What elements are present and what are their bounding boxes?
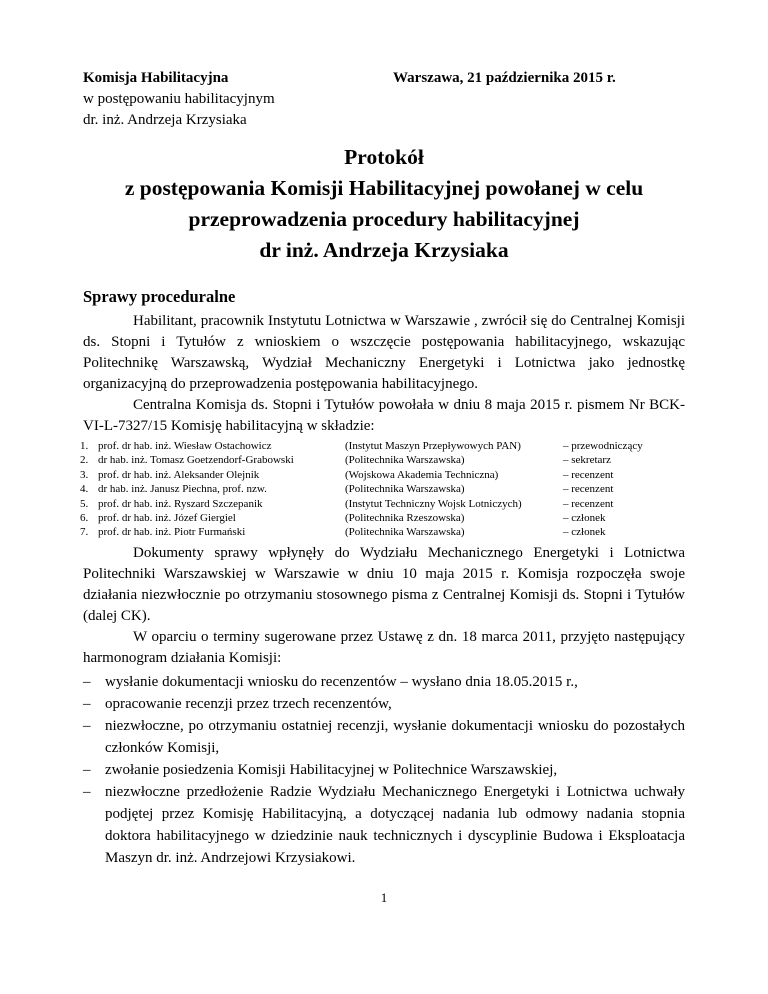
member-num: 1. — [80, 440, 89, 452]
schedule-list — [83, 671, 685, 869]
member-role: – przewodniczący — [563, 440, 643, 452]
page-number: 1 — [380, 890, 388, 905]
paragraph-commission-appointed: Centralna Komisja ds. Stopni i Tytułów powołała w dniu 8 maja 2015 r. pismem Nr BCK-VI-L-7327/15 Komisję habilitacyjną w składzie: — [83, 397, 685, 434]
member-name: prof. dr hab. inż. Wiesław Ostachowicz — [98, 440, 272, 452]
committee-line-3: dr. inż. Andrzeja Krzysiaka — [83, 112, 247, 128]
member-institution: (Wojskowa Akademia Techniczna) — [345, 468, 499, 481]
member-row — [80, 525, 643, 539]
document-title — [83, 142, 685, 266]
list-item-text: niezwłoczne, po otrzymaniu ostatniej recenzji, wysłanie dokumentacji wniosku do pozostałych członków Komisji, — [105, 717, 685, 756]
list-item-text: zwołanie posiedzenia Komisji Habilitacyjnej w Politechnice Warszawskiej, — [105, 761, 558, 778]
list-item — [83, 671, 685, 693]
list-item — [83, 759, 685, 781]
member-role: – recenzent — [563, 483, 614, 496]
list-item — [83, 693, 685, 715]
member-institution: (Instytut Techniczny Wojsk Lotniczych) — [345, 497, 522, 510]
member-num: 5. — [80, 497, 89, 510]
member-role: – recenzent — [563, 468, 614, 481]
dash-marker: – — [83, 783, 91, 800]
list-item-text: niezwłoczne przedłożenie Radzie Wydziału Mechanicznego Energetyki i Lotnictwa uchwały podjętej przez Komisję Habilitacyjną, a dotyczącej nadania lub odmowy nadania stopnia doktora habilitacyjnego w dziedzinie nauk technicznych i dyscyplinie Budowa i Eksploatacja Maszyn dr. inż. Andrzejowi Krzysiakowi. — [105, 783, 685, 866]
member-name: dr hab. inż. Janusz Piechna, prof. nzw. — [98, 483, 267, 496]
place-date: Warszawa, 21 października 2015 r. — [393, 70, 616, 86]
list-item — [83, 781, 685, 869]
member-row — [80, 439, 643, 453]
member-name: prof. dr hab. inż. Aleksander Olejnik — [98, 468, 260, 481]
member-row — [80, 468, 643, 482]
dash-marker: – — [83, 717, 91, 734]
member-num: 6. — [80, 512, 89, 525]
member-role: – członek — [563, 512, 606, 525]
document-page — [80, 68, 685, 869]
member-num: 7. — [80, 526, 89, 539]
member-role: – sekretarz — [563, 454, 611, 467]
paragraph-habilitant: Habilitant, pracownik Instytutu Lotnictwa w Warszawie , zwrócił się do Centralnej Komisji ds. Stopni i Tytułów z wnioskiem o wszczęcie postępowania habilitacyjnego, wskazując Politechnikę Warszawską, Wydział Mechaniczny Energetyki i Lotnictwa jako jednostkę organizacyjną do przeprowadzenia postępowania habilitacyjnego. — [83, 313, 685, 392]
committee-name: Komisja Habilitacyjna — [83, 70, 229, 86]
member-row — [80, 497, 643, 511]
member-name: prof. dr hab. inż. Ryszard Szczepanik — [98, 497, 263, 510]
paragraph-schedule-intro: W oparciu o terminy sugerowane przez Ustawę z dn. 18 marca 2011, przyjęto następujący harmonogram działania Komisji: — [83, 628, 685, 666]
member-role: – członek — [563, 526, 606, 539]
list-item-text: wysłanie dokumentacji wniosku do recenzentów – wysłano dnia 18.05.2015 r., — [105, 673, 578, 690]
dash-marker: – — [83, 673, 91, 690]
member-institution: (Politechnika Warszawska) — [345, 483, 465, 496]
member-num: 3. — [80, 468, 89, 481]
member-institution: (Politechnika Warszawska) — [345, 526, 465, 539]
committee-line-2: w postępowaniu habilitacyjnym — [83, 91, 275, 107]
letter-header — [83, 68, 685, 136]
member-num: 4. — [80, 483, 89, 496]
list-item-text: opracowanie recenzji przez trzech recenzentów, — [105, 695, 392, 712]
member-num: 2. — [80, 454, 89, 467]
title-line-4: dr inż. Andrzeja Krzysiaka — [259, 238, 509, 262]
list-item — [83, 715, 685, 759]
member-row — [80, 453, 643, 467]
paragraph-documents-received: Dokumenty sprawy wpłynęły do Wydziału Mechanicznego Energetyki i Lotnictwa Politechniki Warszawskiej w Warszawie w dniu 10 maja 2015 r. Komisja rozpoczęła swoje działania niezwłocznie po otrzymaniu stosownego pisma z Centralnej Komisji ds. Stopni i Tytułów (dalej CK). — [83, 544, 685, 624]
title-line-2: z postępowania Komisji Habilitacyjnej powołanej w celu — [124, 176, 644, 200]
member-institution: (Politechnika Warszawska) — [345, 454, 465, 467]
dash-marker: – — [83, 695, 91, 712]
member-row — [80, 511, 643, 525]
member-institution: (Instytut Maszyn Przepływowych PAN) — [345, 440, 521, 452]
member-row — [80, 482, 643, 496]
section-heading: Sprawy proceduralne — [83, 287, 236, 306]
member-name: prof. dr hab. inż. Piotr Furmański — [98, 526, 246, 539]
dash-marker: – — [83, 761, 91, 778]
member-name: dr hab. inż. Tomasz Goetzendorf-Grabowski — [98, 454, 294, 467]
committee-block — [83, 68, 275, 131]
title-line-3: przeprowadzenia procedury habilitacyjnej — [188, 207, 580, 231]
title-line-1: Protokół — [344, 145, 424, 169]
member-name: prof. dr hab. inż. Józef Giergiel — [98, 512, 236, 525]
member-role: – recenzent — [563, 497, 614, 510]
members-table — [80, 439, 643, 540]
member-institution: (Politechnika Rzeszowska) — [345, 512, 465, 525]
